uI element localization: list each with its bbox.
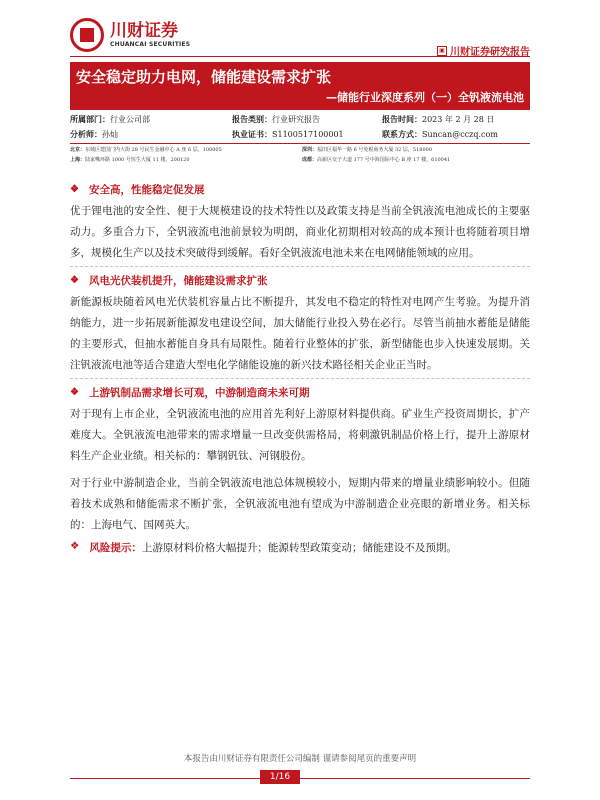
shanghai-address: 陆家嘴环路 1000 号恒生大厦 11 楼，200120 [85,156,190,163]
section-heading [70,385,530,400]
report-body [70,176,530,555]
addr-label: 深圳： [302,146,318,153]
section-paragraph: 优于锂电池的安全性、便于大规模建设的技术特性以及政策支持是当前全钒液流电池成长的主要驱动力。多重合力下，全钒液流电池前景较为明朗，商业化初期相对较高的成本预计也将随着项目增多，规模化生产以及技术突破得到缓解。看好全钒液流电池未来在电网储能领域的应用。 [70,205,530,259]
section-heading [70,273,530,288]
chengdu-address: 高新区交子大道 177 号中海国际中心 B 座 17 楼，610041 [317,156,451,163]
address-row-2 [70,154,530,164]
meta-label: 报告时间： [382,114,422,124]
report-meta [70,112,530,164]
diamond-star-icon: ❖ [70,540,80,552]
chuancai-logo-icon [70,18,104,52]
logo-cn-text: 川财证券 [110,21,178,41]
diamond-star-icon: ❖ [70,275,79,286]
meta-label: 执业证书： [232,129,272,139]
risk-text: 上游原材料价格大幅提升；能源转型政策变动；储能建设不及预期。 [141,542,457,554]
section-paragraph: 对于现有上市企业，全钒液流电池的应用首先利好上游原材料提供商。矿业生产投资周期长，扩产难度大。全钒液流电池带来的需求增量一旦改变供需格局，将刺激钒制品价格上行，提升上游原材料生产企业业绩。相关标的：攀钢钒钛、河钢股份。 [70,408,530,462]
header-divider [70,56,530,57]
meta-label: 分析师： [70,129,102,139]
analyst-value: 孙灿 [102,130,118,139]
beijing-address: 东城区建国门内大街 28 号民生金融中心 A 座 6 层，100005 [85,146,222,153]
section-heading-text: 安全高，性能稳定促发展 [88,184,205,196]
risk-warning [70,540,530,555]
department-value: 行业公司部 [110,115,150,124]
addr-label: 上海： [70,156,86,163]
section-heading [70,182,530,197]
report-title: 安全稳定助力电网，储能建设需求扩张 [76,68,332,86]
shenzhen-address: 福田区福华一路 6 号免税商务大厦 32 层，518000 [317,146,433,153]
contact-email[interactable]: Suncan@cczq.com [422,130,498,139]
section-paragraph: 新能源板块随着风电光伏装机容量占比不断提升，其发电不稳定的特性对电网产生考验。为提升消纳能力，进一步拓展新能源发电建设空间，加大储能行业投入势在必行。尽管当前抽水蓄能是储能的主要形式，但抽水蓄能自身具有局限性。随着行业整体的扩张，新型储能也步入快速发展期。关注钒液流电池等适合建造大型电化学储能设施的新兴技术路径相关企业正当时。 [70,296,530,371]
addr-label: 北京： [70,146,86,153]
section-heading-text: 上游钒制品需求增长可观，中游制造商未来可期 [88,387,310,399]
title-banner [70,62,530,110]
report-type-label: 川财证券研究报告 [450,47,530,58]
footer-divider [70,778,530,779]
meta-row-2 [70,127,530,142]
category-value: 行业研究报告 [272,115,320,124]
logo-en-text: CHUANCAI SECURITIES [110,41,191,48]
address-row-1 [70,144,530,154]
meta-label: 所属部门： [70,114,110,124]
meta-label: 联系方式： [382,129,422,139]
meta-row-1 [70,112,530,127]
addr-label: 成都： [302,156,318,163]
page-number: 1/16 [260,770,300,784]
date-value: 2023 年 2 月 28 日 [422,115,495,124]
diamond-star-icon: ❖ [70,184,79,195]
report-subtitle: —储能行业深度系列（一）全钒液流电池 [326,91,524,104]
certificate-value: S1100517100001 [272,130,344,139]
diamond-star-icon: ❖ [70,387,79,398]
section-paragraph: 对于行业中游制造企业，当前全钒液流电池总体规模较小，短期内带来的增量业绩影响较小。但随着技术成熟和储能需求不断扩张，全钒液流电池有望成为中游制造企业亮眼的新增业务。相关标的：上海电气、国网英大。 [70,477,530,531]
section-divider [70,378,530,379]
meta-label: 报告类别： [232,114,272,124]
company-logo [70,18,190,52]
risk-label: 风险提示： [89,542,142,554]
section-divider [70,266,530,267]
report-icon: ▣ [437,46,447,56]
footer-disclaimer: 本报告由川财证券有限责任公司编制 谨请参阅尾页的重要声明 [183,754,417,764]
section-heading-text: 风电光伏装机提升，储能建设需求扩张 [88,275,268,287]
